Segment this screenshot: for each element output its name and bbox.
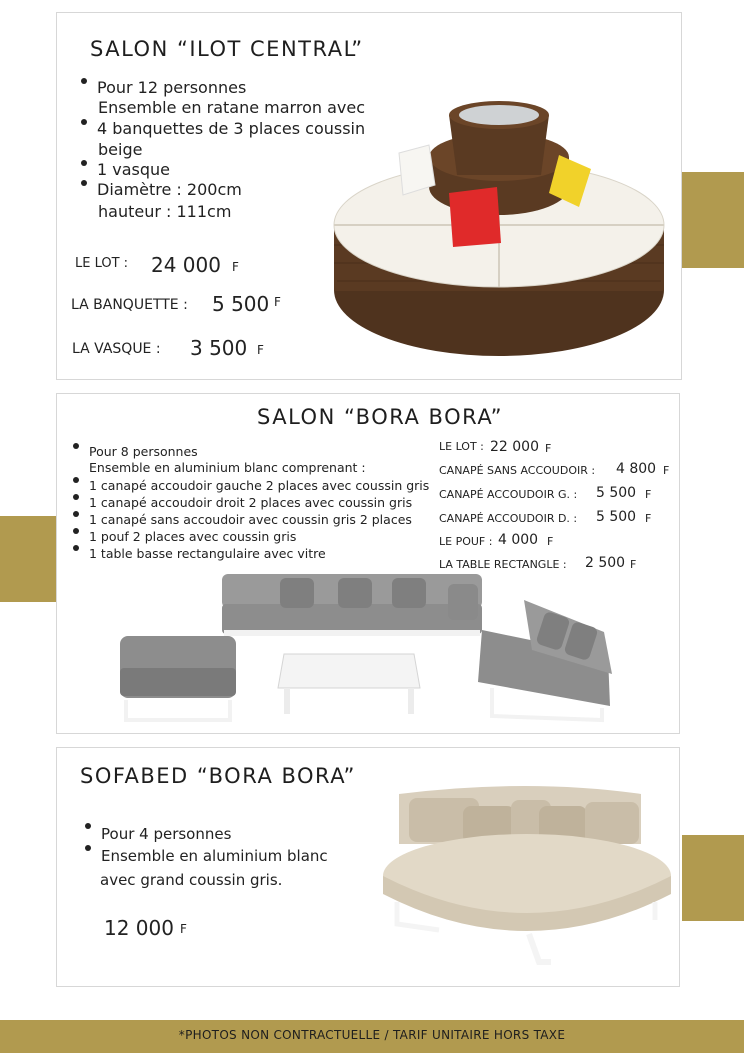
feature-item: Pour 4 personnes	[81, 823, 328, 845]
price-value-canape-sans: 4 800	[616, 461, 657, 477]
price-value-banquette: 5 500	[212, 292, 270, 316]
sofabed-features	[81, 823, 328, 867]
feature-item: 1 canapé accoudoir droit 2 places avec coussin gris	[69, 494, 429, 511]
price-currency: F	[547, 535, 554, 548]
feature-continuation: beige	[98, 140, 143, 159]
sofabed-card	[56, 747, 680, 987]
feature-item: Ensemble en aluminium blanc	[81, 845, 328, 867]
feature-continuation: Ensemble en ratane marron avec	[98, 98, 365, 117]
salon-bora-title: SALON “BORA BORA”	[257, 405, 503, 429]
price-label-canape-d: CANAPÉ ACCOUDOIR D. :	[439, 512, 578, 525]
feature-item: 1 canapé accoudoir gauche 2 places avec coussin gris	[69, 477, 429, 494]
salon-ilot-card	[56, 12, 682, 380]
feature-item: 4 banquettes de 3 places coussin	[77, 119, 407, 139]
salon-bora-features-list	[69, 477, 429, 562]
price-label-banquette: LA BANQUETTE :	[71, 297, 188, 313]
sofabed-price-value: 12 000	[104, 916, 174, 940]
price-currency: F	[257, 343, 264, 357]
sofabed-image	[379, 784, 675, 970]
price-label-lot: LE LOT :	[75, 256, 129, 271]
price-value-lot: 24 000	[151, 253, 221, 277]
sofabed-title: SOFABED “BORA BORA”	[80, 764, 356, 788]
price-label-lot: LE LOT :	[439, 440, 484, 453]
feature-item: Pour 8 personnes	[69, 443, 198, 460]
gold-accent-block-left	[0, 516, 56, 602]
salon-ilot-title: SALON “ILOT CENTRAL”	[90, 37, 364, 61]
price-label-pouf: LE POUF :	[439, 535, 493, 548]
footer-disclaimer: *PHOTOS NON CONTRACTUELLE / TARIF UNITAIRE HORS TAXE	[178, 1028, 566, 1042]
feature-continuation: hauteur : 111cm	[98, 202, 232, 221]
salon-bora-features	[69, 443, 198, 460]
footer-band	[0, 1020, 744, 1053]
price-currency: F	[645, 512, 652, 525]
price-currency: F	[274, 295, 281, 309]
bora-bora-salon-image	[112, 570, 622, 730]
price-label-vasque: LA VASQUE :	[72, 341, 161, 357]
feature-continuation: avec grand coussin gris.	[100, 871, 283, 889]
feature-item: 1 vasque	[77, 160, 407, 180]
price-value-vasque: 3 500	[190, 336, 248, 360]
price-currency: F	[645, 488, 652, 501]
price-label-canape-sans: CANAPÉ SANS ACCOUDOIR :	[439, 464, 596, 477]
price-value-lot: 22 000	[490, 439, 539, 455]
price-currency: F	[545, 442, 552, 455]
feature-item: Diamètre : 200cm	[77, 180, 407, 200]
price-currency: F	[663, 464, 670, 477]
price-value-pouf: 4 000	[498, 532, 539, 548]
price-label-table: LA TABLE RECTANGLE :	[439, 558, 567, 571]
price-currency: F	[630, 558, 637, 571]
price-label-canape-g: CANAPÉ ACCOUDOIR G. :	[439, 488, 578, 501]
feature-item: Pour 12 personnes	[77, 78, 407, 98]
feature-item: 1 canapé sans accoudoir avec coussin gris 2 places	[69, 511, 429, 528]
gold-accent-block-right-top	[682, 172, 744, 268]
feature-item: 1 pouf 2 places avec coussin gris	[69, 528, 429, 545]
price-value-canape-g: 5 500	[596, 485, 637, 501]
price-currency: F	[180, 922, 187, 936]
gold-accent-block-right-bottom	[682, 835, 744, 921]
feature-item: 1 table basse rectangulaire avec vitre	[69, 545, 429, 562]
price-value-canape-d: 5 500	[596, 509, 637, 525]
price-currency: F	[232, 260, 239, 274]
feature-subline: Ensemble en aluminium blanc comprenant :	[89, 460, 366, 475]
salon-bora-card	[56, 393, 680, 734]
price-value-table: 2 500	[585, 555, 626, 571]
ilot-central-sofa-image	[329, 95, 669, 367]
